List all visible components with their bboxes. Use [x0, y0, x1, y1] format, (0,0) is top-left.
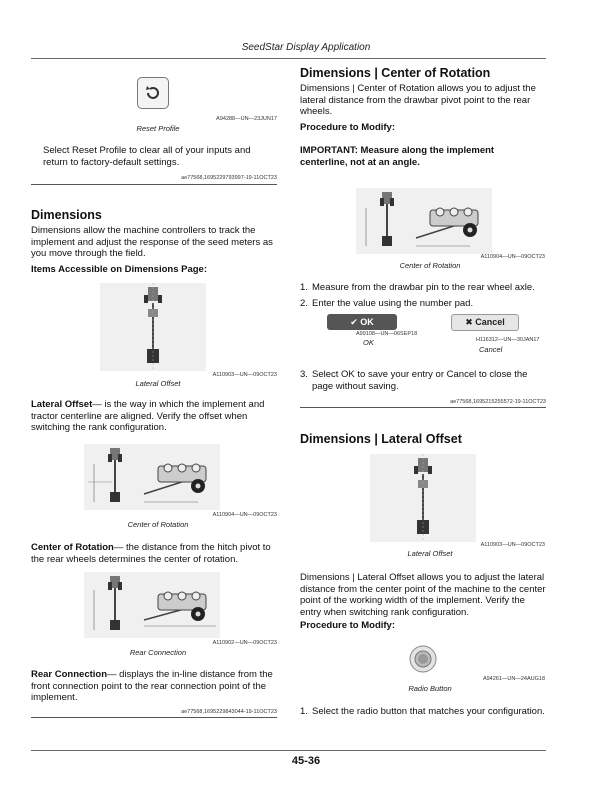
running-header: SeedStar Display Application: [241, 42, 371, 53]
reset-caption: Reset Profile: [136, 124, 180, 133]
dimensions-heading: Dimensions: [31, 208, 102, 222]
footer-rule: [31, 750, 546, 751]
lateral-offset-heading: Dimensions | Lateral Offset: [300, 432, 462, 446]
fig2-code: A110904—UN—09OCT23: [212, 512, 277, 518]
important-text: IMPORTANT: Measure along the implement centerline, not at an angle.: [300, 145, 495, 168]
ok-code: A99108—UN—06SEP18: [356, 331, 418, 337]
fig3-caption: Rear Connection: [129, 648, 187, 657]
header-rule: [31, 58, 546, 59]
lateral-offset-figure-right: [370, 454, 476, 542]
separator: [31, 184, 277, 185]
cancel-code: H116312—UN—30JAN17: [476, 337, 540, 343]
items-heading: Items Accessible on Dimensions Page:: [31, 264, 207, 275]
rear-connection-figure: [84, 572, 220, 638]
center-of-rotation-figure: [84, 444, 220, 510]
right-fig-caption: Center of Rotation: [399, 261, 461, 270]
radio-button-image: [409, 645, 437, 673]
fig1-caption: Lateral Offset: [135, 379, 181, 388]
ok-button: ✔ OK: [327, 314, 397, 330]
lat-fig-code: A110903—UN—09OCT23: [480, 542, 545, 548]
procedure-label: Procedure to Modify:: [300, 122, 396, 133]
reset-text: Select Reset Profile to clear all of your inputs and return to factory-default settings.: [43, 145, 251, 168]
step-2: 2. Enter the value using the number pad.: [300, 298, 474, 309]
lat-fig-caption: Lateral Offset: [407, 549, 453, 558]
separator: [31, 717, 277, 718]
center-of-rotation-text: [31, 542, 277, 565]
separator: [300, 407, 546, 408]
step-1: 1. Measure from the drawbar pin to the rear wheel axle.: [300, 282, 535, 293]
rear-connection-text: [31, 669, 277, 704]
cor-desc: — the distance from the hitch pivot to the rear wheels determines the center of rotation.: [31, 542, 271, 565]
fig2-caption: Center of Rotation: [127, 520, 189, 529]
cor-figure-right: [356, 188, 492, 254]
lateral-offset-text: [31, 399, 277, 434]
lat-step-1: 1. Select the radio button that matches your configuration.: [300, 706, 545, 717]
check-icon: ✔: [350, 317, 358, 327]
lateral-offset-body: Dimensions | Lateral Offset allows you to adjust the lateral distance from the center point of the machine to the center point of the working width of the implement. Verify the entry when switching rank configuration.: [300, 572, 546, 618]
radio-button-icon: [409, 645, 437, 673]
cor-text: Dimensions | Center of Rotation allows you to adjust the lateral distance from the drawbar pivot point to the rear wheels.: [300, 83, 536, 117]
lateral-offset-figure: [100, 283, 206, 371]
rear-desc: — displays the in-line distance from the front connection point to the rear connection point of the implement.: [31, 669, 273, 703]
cor-heading: Dimensions | Center of Rotation: [300, 66, 491, 80]
important-label: [300, 145, 536, 168]
reset-fig-code: A94288—UN—23JUN17: [216, 116, 277, 122]
cancel-button: ✖ Cancel: [451, 314, 519, 331]
right-fig-code: A110904—UN—09OCT23: [480, 254, 545, 260]
page-number: 45-36: [291, 755, 321, 767]
cancel-caption: Cancel: [479, 345, 503, 354]
dimensions-intro: Dimensions allow the machine controllers to track the implement and adjust the response of the seed meters as you move through the field.: [31, 225, 273, 259]
ok-caption: OK: [363, 338, 374, 347]
reset-profile-button-image: [137, 77, 169, 109]
fig1-code: A110903—UN—09OCT23: [212, 372, 277, 378]
step-3: 3. Select OK to save your entry or Cancel to close the page without saving.: [300, 369, 528, 392]
reset-icon: [138, 78, 168, 108]
radio-code: A94261—UN—24AUG18: [482, 676, 545, 682]
fig3-code: A110902—UN—09OCT23: [212, 640, 277, 646]
cor-term: Center of Rotation: [31, 542, 114, 553]
x-icon: ✖: [465, 317, 473, 327]
rear-term: Rear Connection: [31, 669, 108, 680]
rear-ref: ae77568,1695229843044-19-11OCT23: [181, 709, 277, 715]
lateral-desc: — is the way in which the implement and tractor centerline are aligned. Verify the offset when switching the rank configuration.: [31, 399, 265, 433]
lat-procedure: Procedure to Modify:: [300, 620, 396, 631]
lateral-term: Lateral Offset: [31, 399, 93, 410]
radio-caption: Radio Button: [408, 684, 452, 693]
reset-ref: ae77568,1695229793997-19-11OCT23: [181, 175, 277, 181]
cor-ref: ae77568,1695215255572-19-11OCT23: [450, 399, 546, 405]
